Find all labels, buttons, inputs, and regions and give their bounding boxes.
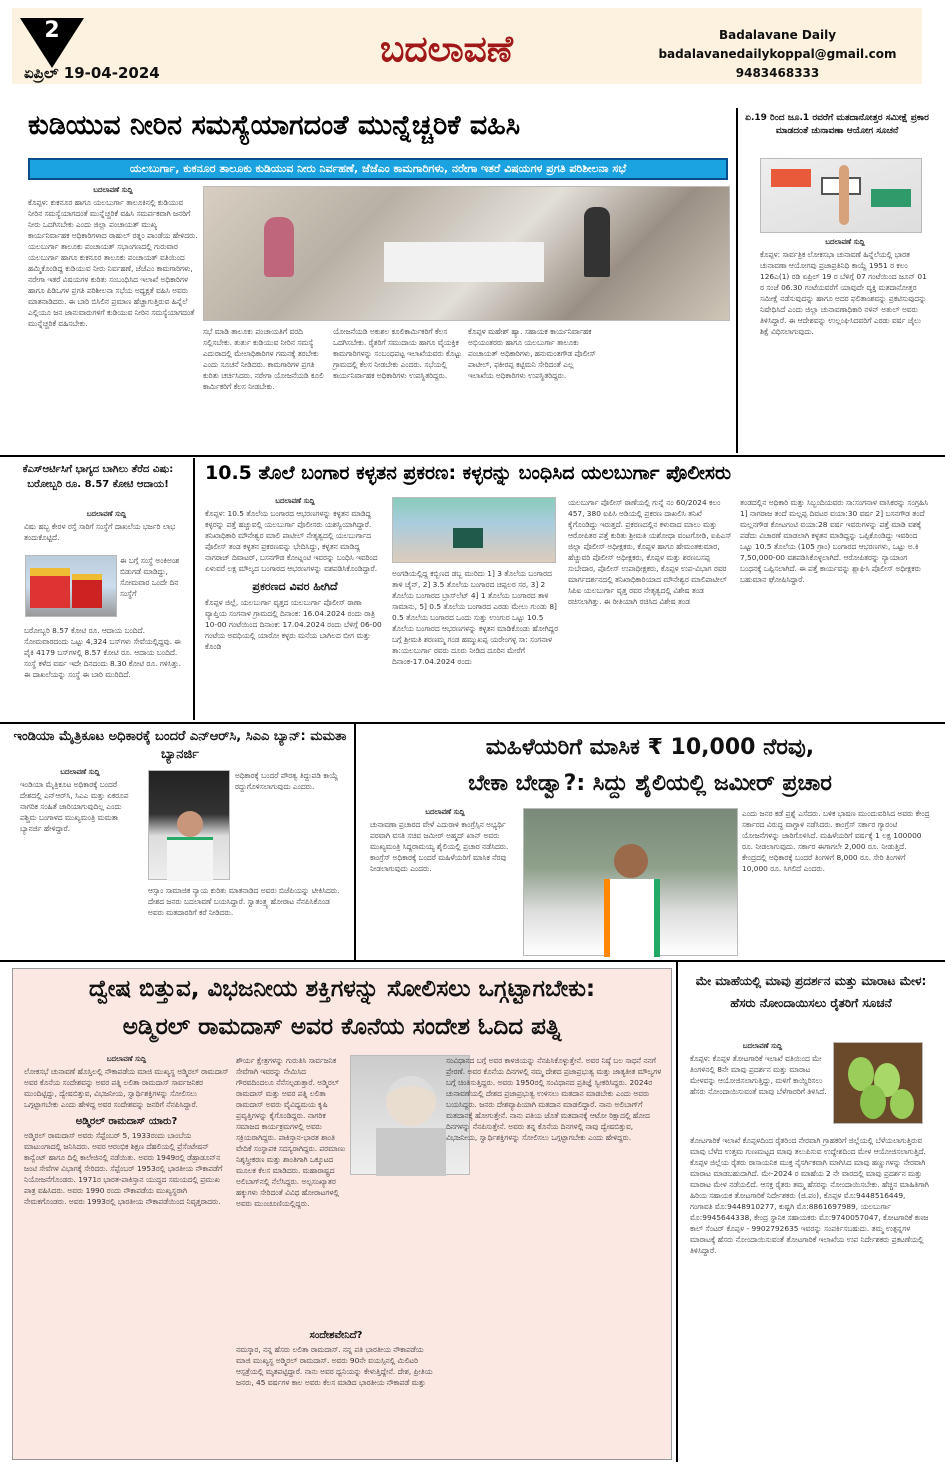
- story-zameer-col1: ಬದಲಾವಣೆ ಸುದ್ದಿ ಚುನಾವಣಾ ಪ್ರಚಾರದ ವೇಳೆ ಎದುರಾಳಿ ಕಾಂಗ್ರೆಸ್ಸಿನ ಅಭ್ಯರ್ಥಿ ಪರವಾಗಿ ವಸತಿ ಸಚಿವ ಜಮೀರ್ ಅಹ್ಮದ್ ಖಾನ್ ಅವರು ಮುಖ್ಯಮಂತ್ರಿ ಸಿದ್ದರಾಮಯ್ಯ ಶೈಲಿಯಲ್ಲಿ ಪ್ರಚಾರ ನಡೆಸಿದರು. ಕಾಂಗ್ರೆಸ್ ಅಧಿಕಾರಕ್ಕೆ ಬಂದರೆ ಮಹಿಳೆಯರಿಗೆ ಮಾಸಿಕ ನೆರವು ನೀಡಲಾಗುವುದು ಎಂದರು.: [370, 808, 509, 873]
- story-water-col1: ಬದಲಾವಣೆ ಸುದ್ದಿ ಕೊಪ್ಪಳ: ಕುಕನೂರ ಹಾಗೂ ಯಲಬುರ್ಗಾ ತಾಲೂಕಿನಲ್ಲಿ ಕುಡಿಯುವ ನೀರಿನ ಸಮಸ್ಯೆಯಾಗದಂತೆ ಮುನ್ನೆಚ್ಚರಿಕೆ ವಹಿಸಿ ಸಮರ್ಪಕವಾಗಿ ಜನರಿಗೆ ನೀರು ಒದಗಿಸಬೇಕು ಎಂದು ಜಿಲ್ಲಾ ಪಂಚಾಯತ್ ಮುಖ್ಯ ಕಾರ್ಯನಿರ್ವಾಹಕ ಅಧಿಕಾರಿಗಳಾದ ರಾಹುಲ್ ರತ್ನಂ ಪಾಂಡೆಯ ಹೇಳಿದರು. ಯಲಬುರ್ಗಾ ತಾಲೂಕು ಪಂಚಾಯತ್ ಸಭಾಂಗಣದಲ್ಲಿ ಗುರುವಾರ ಯಲಬುರ್ಗಾ ಹಾಗೂ ಕುಕನೂರ ತಾಲೂಕು ಪಂಚಾಯತ್ ವತಿಯಿಂದ ಹಮ್ಮಿಕೊಂಡಿದ್ದ ಕುಡಿಯುವ ನೀರು ನಿರ್ವಹಣೆ, ಜೆಜೆಎಂ ಕಾಮಗಾರಿಗಳು, ನರೇಗಾ ಇತರೆ ವಿಷಯಗಳ ಕುರಿತು ಸಂಬಂಧಿಸಿದ ಇಲಾಖೆ ಅಧಿಕಾರಿಗಳ ಹಾಗೂ ಪಿಡಿಒಗಳ ಪ್ರಗತಿ ಪರಿಶೀಲನಾ ಸಭೆಯ ಅಧ್ಯಕ್ಷತೆ ವಹಿಸಿ ಅವರು ಮಾತನಾಡಿದರು. ಈ ಬಾರಿ ಬಿಸಿಲಿನ ಪ್ರಮಾಣ ಹೆಚ್ಚಾಗುತ್ತಿರುವ ಹಿನ್ನೆಲೆ ಎಲ್ಲಿಯೂ ಜನ ಜಾನುವಾರುಗಳಿಗೆ ಕುಡಿಯುವ ನೀರಿನ ಸಮಸ್ಯೆಯಾಗದಂತೆ ಮುನ್ನೆಚ್ಚರಿಕೆ ವಹಿಸಬೇಕು.: [28, 186, 198, 328]
- story-ramdas-col2: ಸಂದೇಶವೇನಿದೆ? ನಮಸ್ಕಾರ, ನನ್ನ ಹೆಸರು ಲಲಿತಾ ರಾಮದಾಸ್. ನನ್ನ ಪತಿ ಭಾರತೀಯ ನೌಕಾಪಡೆಯ ಮಾಜಿ ಮುಖ್ಯಸ್ಥ ಅಡ್ಮಿರಲ್ ರಾಮದಾಸ್. ಅವರು 90ನೇ ವಯಸ್ಸಿನಲ್ಲಿ ಮಿಲಿಟರಿ ಆಸ್ಪತ್ರೆಯಲ್ಲಿ ಮೃತಪಟ್ಟಿದ್ದಾರೆ. ನಾನು ಅವರ ಧ್ವನಿಯನ್ನು ಕೇಳುತ್ತಿದ್ದೇನೆ. ದೇಶ, ಪ್ರೀತಿಯ ಜನರು, 45 ವರ್ಷಗಳ ಕಾಲ ಅವರು ಕೆಲಸ ಮಾಡಿದ ಭಾರತೀಯ ನೌಕಾಪಡೆ ಮತ್ತು: [236, 1180, 436, 1460]
- face-shape: [614, 844, 648, 878]
- mango-shape: [860, 1085, 886, 1119]
- column-divider: [193, 458, 195, 720]
- phone: 9483468333: [735, 66, 820, 80]
- story-zameer-col2: ಎಂದು ಜನರ ಕಡೆ ಪ್ರಶ್ನೆ ಎಸೆದರು. ಬಳಿಕ ಭಾಷಣ ಮುಂದುವರಿಸಿದ ಅವರು ಕೇಂದ್ರ ಸರ್ಕಾರದ ವಿರುದ್ಧ ವಾಗ್ದಾಳಿ ನಡೆಸಿದರು. ಕಾಂಗ್ರೆಸ್ ಸರ್ಕಾರ ಗ್ಯಾರಂಟಿ ಯೋಜನೆಗಳನ್ನು ಜಾರಿಗೊಳಿಸಿದೆ. ಮಹಿಳೆಯರಿಗೆ ವರ್ಷಕ್ಕೆ 1 ಲಕ್ಷ 100000 ರೂ. ನೀಡಲಾಗುವುದು. ಸರ್ಕಾರ ಈಗಾಗಲೇ 2,000 ರೂ. ನೀಡುತ್ತಿದೆ. ಕೇಂದ್ರದಲ್ಲಿ ಅಧಿಕಾರಕ್ಕೆ ಬಂದರೆ ತಿಂಗಳಿಗೆ 8,000 ರೂ. ಸೇರಿ ತಿಂಗಳಿಗೆ 10,000 ರೂ. ಸಿಗಲಿದೆ ಎಂದರು.: [742, 809, 930, 873]
- column-divider: [354, 724, 356, 960]
- headline-water: ಕುಡಿಯುವ ನೀರಿನ ಸಮಸ್ಯೆಯಾಗದಂತೆ ಮುನ್ನೆಚ್ಚರಿಕೆ ವಹಿಸಿ: [28, 110, 521, 141]
- story-water-col3: ಯೋಜನೆಯಡಿ ಅಕುಶಲ ಕೂಲಿಕಾರ್ಮಿಕರಿಗೆ ಕೆಲಸ ಒದಗಿಸಬೇಕು. ರೈತರಿಗೆ ಸಮುದಾಯ ಹಾಗೂ ವೈಯಕ್ತಿಕ ಕಾಮಗಾರಿಗಳನ್ನು ಸಂಬಂಧಪಟ್ಟ ಇಲಾಖೆಯವರು ಕೊಟ್ಟು ಗ್ರಾಮದಲ್ಲಿ ಕೆಲಸ ನೀಡಬೇಕು ಎಂದರು. ಸಭೆಯಲ್ಲಿ ಕಾರ್ಯನಿರ್ವಾಹಕ ಅಧಿಕಾರಿಗಳು ಉಪಸ್ಥಿತರಿದ್ದರು.: [333, 327, 462, 380]
- headline-mamata: ಇಂಡಿಯಾ ಮೈತ್ರಿಕೂಟ ಅಧಿಕಾರಕ್ಕೆ ಬಂದರೆ ಎನ್‌ಆರ್‌ಸಿ, ಸಿಎಎ ಬ್ಯಾನ್: ಮಮತಾ ಬ್ಯಾನರ್ಜಿ: [13, 729, 347, 762]
- story-ksrtc-side: ಈ ಬಗ್ಗೆ ಸಂಸ್ಥೆ ಅಂಕಿಅಂಶ ಬಿಡುಗಡೆ ಮಾಡಿದ್ದು, ಸೋಮವಾರ ಒಂದೇ ದಿನ ಸಂಸ್ಥೆಗೆ: [120, 556, 180, 598]
- story-ksrtc: ಬದಲಾವಣೆ ಸುದ್ದಿ ವಿಷು ಹಬ್ಬ ಕೇರಳ ರಸ್ತೆ ಸಾರಿಗೆ ಸಂಸ್ಥೆಗೆ ದಾಖಲೆಯ ಭರ್ಜರಿ ಲಾಭ ತಂದುಕೊಟ್ಟಿದೆ.: [24, 510, 176, 542]
- headline-zameer: ಮಹಿಳೆಯರಿಗೆ ಮಾಸಿಕ ₹ 10,000 ನೆರವು, ಬೇಕಾ ಬೇಡ್ವಾ?: ಸಿದ್ದು ಶೈಲಿಯಲ್ಲಿ ಜಮೀರ್ ಪ್ರಚಾರ: [468, 735, 832, 796]
- story-mamata-col1: ಬದಲಾವಣೆ ಸುದ್ದಿ ಇಂಡಿಯಾ ಮೈತ್ರಿಕೂಟ ಅಧಿಕಾರಕ್ಕೆ ಬಂದರೆ ದೇಶದಲ್ಲಿ ಎನ್‌ಆರ್‌ಸಿ, ಸಿಎಎ ಮತ್ತು ಏಕರೂಪ ನಾಗರಿಕ ಸಂಹಿತೆ ಜಾರಿಯಾಗುವುದಿಲ್ಲ ಎಂದು ಪಶ್ಚಿಮ ಬಂಗಾಳದ ಮುಖ್ಯಮಂತ್ರಿ ಮಮತಾ ಬ್ಯಾನರ್ಜಿ ಹೇಳಿದ್ದಾರೆ.: [20, 768, 129, 833]
- section-divider: [0, 960, 945, 962]
- page-number: 2: [44, 18, 60, 43]
- photo-table: [384, 242, 544, 282]
- column-divider: [736, 108, 738, 453]
- photo-figure: [584, 207, 610, 277]
- story-gold-col3: ಯಲಬುರ್ಗಾ ಪೊಲೀಸ್ ಠಾಣೆಯಲ್ಲಿ ಗುನ್ನೆ ನಂ 60/2024 ಕಲಂ 457, 380 ಐಪಿಸಿ ಅಡಿಯಲ್ಲಿ ಪ್ರಕರಣ ದಾಖಲಿಸಿ ತನಿಖೆ ಕೈಗೊಂಡಿದ್ದು ಇರುತ್ತದೆ. ಪ್ರಕರಣದಲ್ಲಿನ ಕಳುವಾದ ಮಾಲು ಮತ್ತು ಆರೋಪಿತರ ಪತ್ತೆ ಕುರಿತು ಶ್ರೀಮತಿ ಯಶೋಧಾ ವಂಟಗೋಡಿ, ಐಪಿಎಸ್ ಜಿಲ್ಲಾ ಪೊಲೀಸ್ ಅಧೀಕ್ಷಕರು, ಕೊಪ್ಪಳ ಹಾಗೂ ಹೇಮಂತಕುಮಾರ, ಹೆಚ್ಚುವರಿ ಪೊಲೀಸ್ ಅಧೀಕ್ಷಕರು, ಕೊಪ್ಪಳ ಮತ್ತು ಶರಣಬಸಪ್ಪ ಸುಬೇದಾರ, ಪೊಲೀಸ್ ಉಪಾಧೀಕ್ಷಕರು, ಕೊಪ್ಪಳ ಉಪ-ವಿಭಾಗ ರವರ ಮಾರ್ಗದರ್ಶನದಲ್ಲಿ ತನಿಖಾಧಿಕಾರಿಯಾದ ಮೌನೇಶ್ವರ ಮಾಲಿಪಾಟೀಲ್ ಸಿಪಿಐ ಯಲಬುರ್ಗಾ ವೃತ್ತ ರವರ ನೇತೃತ್ವದಲ್ಲಿ ವಿಶೇಷ ತಂಡ ರಚಿಸಲಾಗಿತ್ತು. ಈ ರೀತಿಯಾಗಿ ರಚಿಸಿದ ವಿಶೇಷ ತಂಡ: [568, 498, 732, 606]
- headline-exit-poll: ಏ.19 ರಿಂದ ಜೂ.1 ರವರೆಗೆ ಮತದಾನೋತ್ತರ ಸಮೀಕ್ಷೆ ಪ್ರಕಾರ ಮಾಡದಂತೆ ಚುನಾವಣಾ ಆಯೋಗ ಸೂಚನೆ: [745, 113, 929, 136]
- mango-shape: [890, 1089, 914, 1119]
- story-ramdas-col2-top: ಶೌರ್ಯ ಕ್ಷೇತ್ರಗಳನ್ನು ಗುರುತಿಸಿ ಸಾರ್ವಜನಿಕ ಸೇವೆಗಾಗಿ ಇವರನ್ನು ನೇಮಿಸಿದ ಗೌರವದಿಂದಲೂ ನೆನೆಸಲ್ಪಡುತ್ತಾರೆ. ಅಡ್ಮಿರಲ್ ರಾಮದಾಸ್ ಮತ್ತು ಅವರ ಪತ್ನಿ ಲಲಿತಾ ರಾಮದಾಸ್ ಅವರು ವೈವಿಧ್ಯಮಯ ಕೃಷಿ ಪ್ರವೃತ್ತಿಗಳನ್ನು ಕೈಗೊಂಡಿದ್ದರು. ನಾಗರಿಕ ಸಮಾಜದ ಕಾರ್ಯಕ್ರಮಗಳಲ್ಲಿ ಅವರು ಸಕ್ರಿಯರಾಗಿದ್ದರು. ಪಾಕಿಸ್ತಾನ-ಭಾರತ ಶಾಂತಿ ವೇದಿಕೆ ಸಂಸ್ಥಾಪಕ ಸದಸ್ಯರಾಗಿದ್ದರು. ಪರಮಾಣು ನಿಶ್ಶಸ್ತ್ರೀಕರಣ ಮತ್ತು ಶಾಂತಿಗಾಗಿ ಒಕ್ಕೂಟದ ಮೂಲಕ ಕೆಲಸ ಮಾಡಿದರು. ಮಹಾರಾಷ್ಟ್ರದ ಅಲಿಬಾಗ್‌ನಲ್ಲಿ ನೆಲೆಸಿದ್ದರು. ಅಲ್ಪಸಂಖ್ಯಾತರ ಹಕ್ಕುಗಳು ಸೇರಿದಂತೆ ವಿವಿಧ ಹೋರಾಟಗಳಲ್ಲಿ ಅವರು ಮುಂಚೂಣಿಯಲ್ಲಿದ್ದರು.: [236, 1056, 346, 1208]
- face-shape: [177, 811, 203, 837]
- story-mango-intro: ಬದಲಾವಣೆ ಸುದ್ದಿ ಕೊಪ್ಪಳ: ಕೊಪ್ಪಳ ತೋಟಗಾರಿಕೆ ಇಲಾಖೆ ವತಿಯಿಂದ ಮೇ ತಿಂಗಳಿನಲ್ಲಿ 8ನೇ ಮಾವು ಪ್ರದರ್ಶನ ಮತ್ತು ಮಾರಾಟ ಮೇಳವನ್ನು ಆಯೋಜಿಸಲಾಗುತ್ತಿದ್ದು, ಮಳಿಗೆ ಕಾಯ್ದಿರಿಸಲು ಹೆಸರು ನೋಂದಾಯಿಸುವಂತೆ ಮಾವು ಬೆಳೆಗಾರರಿಗೆ ತಿಳಿಸಿದೆ.: [690, 1042, 827, 1096]
- headline-gold-theft: 10.5 ತೊಲೆ ಬಂಗಾರ ಕಳ್ಳತನ ಪ್ರಕರಣ: ಕಳ್ಳರನ್ನು ಬಂಧಿಸಿದ ಯಲಬುರ್ಗಾ ಪೊಲೀಸರು: [205, 462, 732, 484]
- saree-shape: [167, 837, 213, 881]
- shirt-shape: [604, 879, 660, 957]
- subhead-water: ಯಲಬುರ್ಗಾ, ಕುಕನೂರ ತಾಲೂಕು ಕುಡಿಯುವ ನೀರು ನಿರ್ವಹಣೆ, ಜೆಜೆಎಂ ಕಾಮಗಾರಿಗಳು, ನರೇಗಾ ಇತರೆ ವಿಷಯಗಳ ಪ್ರಗತಿ ಪರಿಶೀಲನಾ ಸಭೆ: [28, 158, 728, 180]
- story-mamata-col2: ಅಧಿಕಾರಕ್ಕೆ ಬಂದರೆ ಪೌರತ್ವ ತಿದ್ದುಪಡಿ ಕಾಯ್ದೆ ರದ್ದುಗೊಳಿಸಲಾಗುವುದು ಎಂದರು.: [235, 771, 339, 791]
- paper-name: Badalavane Daily: [718, 28, 837, 42]
- story-gold-col1: ಬದಲಾವಣೆ ಸುದ್ದಿ ಕೊಪ್ಪಳ: 10.5 ತೊಲೆಯ ಬಂಗಾರದ ಆಭರಣಗಳನ್ನು ಕಳ್ಳತನ ಮಾಡಿದ್ದ ಕಳ್ಳರನ್ನು ಪತ್ತೆ ಹಚ್ಚುವಲ್ಲಿ ಯಲಬುರ್ಗಾ ಪೊಲೀಸರು ಯಶಸ್ವಿಯಾಗಿದ್ದಾರೆ. ತನಿಖಾಧಿಕಾರಿ ಮೌನೇಶ್ವರ ಮಾಲಿ ಪಾಟೀಲ್ ನೇತೃತ್ವದಲ್ಲಿ ಯಲಬುರ್ಗಾದ ಪೊಲೀಸ್ ತಂಡ ಕಳ್ಳತನ ಪ್ರಕರಣವನ್ನು ಭೇದಿಸಿದ್ದು, ಕಳ್ಳತನ ಮಾಡಿದ್ದ ನಾಗರಾಜ್ ದಿವಾಟರ್, ಬಸನಗೌಡ ಕೋಟ್ನಂಟಿ ಇವರನ್ನು ಬಂಧಿಸಿ ಇವರಿಂದ ಏಳುವರೆ ಲಕ್ಷ ಮೌಲ್ಯದ ಬಂಗಾರದ ಆಭರಣಗಳನ್ನು ವಶಪಡಿಸಿಕೊಂಡಿದ್ದಾರೆ. ಪ್ರಕರಣದ ವಿವರ ಹೀಗಿದೆ ಕೊಪ್ಪಳ ಜಿಲ್ಲೆ, ಯಲಬುರ್ಗಾ ವೃತ್ತದ ಯಲಬುರ್ಗಾ ಪೊಲೀಸ್ ಠಾಣಾ ವ್ಯಾಪ್ತಿಯ ಸಂಗನಾಳ ಗ್ರಾಮದಲ್ಲಿ ದಿನಾಂಕ: 16.04.2024 ರಂದು ರಾತ್ರಿ 10-00 ಗಂಟೆಯಿಂದ ದಿನಾಂಕ: 17.04.2024 ರಂದು ಬೆಳಿಗ್ಗೆ 06-00 ಗಂಟೆಯ ಅವಧಿಯಲ್ಲಿ ಯಾರೋ ಕಳ್ಳರು ಮನೆಯ ಬಾಗಿಲದ ಬೀಗ ಮತ್ತು ಕೊಂಡಿ: [205, 497, 385, 717]
- story-ramdas-col3: ಸಂವಿಧಾನದ ಬಗ್ಗೆ ಅವರ ಕಾಳಜಿಯನ್ನು ನೆನಪಿಸಿಕೊಳ್ಳುತ್ತೇನೆ. ಅವರ ನಿಷ್ಠೆ ಬಲ ಸಾಧನೆ ನನಗೆ ಪ್ರೇರಣೆ. ಅವರ ಕೊನೆಯ ದಿನಗಳಲ್ಲಿ ನಮ್ಮ ದೇಶದ ಪ್ರಜಾಪ್ರಭುತ್ವ ಮತ್ತು ಜಾತ್ಯತೀತ ಮೌಲ್ಯಗಳ ಬಗ್ಗೆ ಚಿಂತಿಸುತ್ತಿದ್ದರು. ಅವರು 1950ರಲ್ಲಿ ಸಂವಿಧಾನದ ಪ್ರತಿಜ್ಞೆ ಸ್ವೀಕರಿಸಿದ್ದರು. 2024ರ ಚುನಾವಣೆಯಲ್ಲಿ ದೇಶದ ಪ್ರಜಾಪ್ರಭುತ್ವ ಉಳಿಸಲು ಮತದಾನ ಮಾಡಬೇಕು ಎಂದು ಅವರು ಬಯಸಿದ್ದರು. ಜನರು ದೇಶವ್ಯಾಪಿಯಾಗಿ ಮತದಾನ ಮಾಡಲಿದ್ದಾರೆ. ನಾನು ಅಲಿಬಾಗ್‌ಗೆ ಮತದಾನಕ್ಕೆ ಹೋಗುತ್ತೇನೆ. ನಾನು ಪತಿಯ ಜೊತೆ ಮತದಾನಕ್ಕೆ ಆಟೋ ರಿಕ್ಷಾದಲ್ಲಿ ಹೋದ ದಿನಗಳನ್ನು ನೆನಪಿಸುತ್ತೇನೆ. ಅವರು ತನ್ನ ಕೊನೆಯ ದಿನಗಳಲ್ಲಿ ನಾವು ದ್ವೇಷಬಿತ್ತುವ, ವಿಭಜನೀಯ, ಸ್ವಾರ್ಥಿಶಕ್ತಿಗಳನ್ನು ಸೋಲಿಸಲು ಒಗ್ಗಟ್ಟಾಗಬೇಕು ಎಂದು ಹೇಳಿದ್ದರು.: [446, 1056, 662, 1142]
- column-divider: [676, 962, 678, 1462]
- finger-shape: [839, 165, 849, 225]
- story-ksrtc-body: ಬರೋಬ್ಬರಿ 8.57 ಕೋಟಿ ರೂ. ಆದಾಯ ಬಂದಿದೆ. ಸೋಮವಾರದಂದು ಒಟ್ಟು 4,324 ಬಸ್‌ಗಳು ಸೇವೆಯಲ್ಲಿದ್ದವು. ಈ ಪೈಕಿ 4179 ಬಸ್‌ಗಳಲ್ಲಿ 8.57 ಕೋಟಿ ರೂ. ಆದಾಯ ಬಂದಿದೆ. ಸಂಸ್ಥೆ ಕಳೆದ ವರ್ಷ ಇದೇ ದಿನದಂದು 8.30 ಕೋಟಿ ರೂ. ಗಳಿಸಿತ್ತು. ಈ ದಾಖಲೆಯನ್ನು ಸಂಸ್ಥೆ ಈ ಬಾರಿ ಮುರಿದಿದೆ.: [24, 626, 181, 679]
- headline-ramdas: ದ್ವೇಷ ಬಿತ್ತುವ, ವಿಭಜನೀಯ ಶಕ್ತಿಗಳನ್ನು ಸೋಲಿಸಲು ಒಗ್ಗಟ್ಟಾಗಬೇಕು: ಅಡ್ಮಿರಲ್ ರಾಮದಾಸ್ ಅವರ ಕೊನೆಯ ಸಂದೇಶ ಓದಿದ ಪತ್ನಿ: [88, 976, 596, 1040]
- story-water-col4: ಕೊಪ್ಪಳ ಮಹೇಶ್ ಹ್ಯಾ. ಸಹಾಯಕ ಕಾರ್ಯನಿರ್ವಾಹಕ ಅಭಿಯಂತರರು ಹಾಗೂ ಯಲಬುರ್ಗಾ ತಾಲೂಕು ಪಂಚಾಯತ್ ಅಧಿಕಾರಿಗಳು, ಹನುಮಂತಗೌಡ ಪೊಲೀಸ್ ಪಾಟೀಲ್, ಫಕೀರಪ್ಪ ಕಟ್ಟಿಮನಿ ಸೇರಿದಂತೆ ಎಲ್ಲ ಇಲಾಖೆಯ ಅಧಿಕಾರಿಗಳು ಉಪಸ್ಥಿತರಿದ್ದರು.: [468, 327, 596, 380]
- zameer-photo: [523, 808, 738, 956]
- story-water-col2: ಸಭೆ ಮಾಡಿ ತಾಲೂಕು ಪಂಚಾಯತಿಗೆ ವರದಿ ಸಲ್ಲಿಸಬೇಕು. ತುರ್ತು ಕುಡಿಯುವ ನೀರಿನ ಸಮಸ್ಯೆ ಎದುರಾದಲ್ಲಿ ಮೇಲಾಧಿಕಾರಿಗಳ ಗಮನಕ್ಕೆ ತರಬೇಕು ಎಂದು ಸೂಚನೆ ನೀಡಿದರು. ಕಾಮಗಾರಿಗಳ ಪ್ರಗತಿ ಕುರಿತು ಚರ್ಚಿಸಿದರು. ನರೇಗಾ ಯೋಜನೆಯಡಿ ಕೂಲಿ ಕಾರ್ಮಿಕರಿಗೆ ಕೆಲಸ ನೀಡಬೇಕು.: [203, 327, 324, 391]
- photo-figure: [264, 217, 294, 277]
- face-shape: [386, 1076, 436, 1126]
- newspaper-logo: ಬದಲಾವಣೆ: [380, 28, 513, 70]
- voting-photo: [760, 158, 922, 233]
- story-gold-col2: ಅಂಗಡಿಯಲ್ಲಿದ್ದ ಕಬ್ಬಿಣದ ಡಬ್ಬ ಮುರಿದು 1] 3 ತೊಲೆಯ ಬಂಗಾರದ ತಾಳಿ ಚೈನ್, 2] 3.5 ತೊಲೆಯ ಬಂಗಾರದ ಚಪ್ಪಲರ ಸರ, 3] 2 ತೊಲೆಯ ಬಂಗಾರದ ಬ್ರಾಸ್‌ಲೆಟ್ 4] 1 ತೊಲೆಯ ಬಂಗಾರದ ತಾಳಿ ಸಾಮಾನು, 5] 0.5 ತೊಲೆಯ ಬಂಗಾರದ ಎರಡು ಮೇಲು ಗುಂಡು 8] 0.5 ತೊಲೆಯ ಬಂಗಾರದ ಒಂದು ಸುತ್ತು ಉಂಗುರ ಒಟ್ಟು 10.5 ತೊಲೆಯ ಬಂಗಾರದ ಆಭರಣಗಳನ್ನು ಕಳ್ಳತನ ಮಾಡಿಕೊಂಡು ಹೋಗಿದ್ದರ ಬಗ್ಗೆ ಶ್ರೀಮತಿ ಶರಣಮ್ಮ ಗಂಡ ಹಮ್ಮುಖಪ್ಪ ಯರೇಂಗಳ್ಳ ಸಾ: ಸಂಗನಾಳ ತಾ:ಯಲಬುರ್ಗಾ ರವರು ದೂರು ನೀಡಿದ ದೂರಿನ ಮೇರೆಗೆ ದಿನಾಂಕ-17.04.2024 ರಂದು: [392, 569, 559, 666]
- bus-shape: [30, 568, 70, 608]
- meeting-photo: [203, 186, 730, 321]
- contact-block: [650, 26, 905, 83]
- subheading: ಅಡ್ಮಿರಲ್ ರಾಮದಾಸ್ ಯಾರು?: [75, 1116, 178, 1127]
- subheading: ಸಂದೇಶವೇನಿದೆ?: [309, 1330, 363, 1341]
- section-divider: [0, 722, 945, 724]
- story-mamata-col3: ಆಸ್ಸಾಂ ಸಾಮಾಜಿಕ ನ್ಯಾಯ ಕುರಿತು ಮಾತನಾಡಿದ ಅವರು ಬಿಜೆಪಿಯನ್ನು ಟೀಕಿಸಿದರು. ದೇಶದ ಜನರು ಬದಲಾವಣೆ ಬಯಸಿದ್ದಾರೆ. ಸ್ವಾತಂತ್ರ್ಯ ಹೋರಾಟ ನೆನಪಿಸಿಕೊಂಡ ಅವರು ಮತದಾರರಿಗೆ ಕರೆ ನೀಡಿದರು.: [148, 886, 340, 917]
- story-mango-body: ತೋಟಗಾರಿಕೆ ಇಲಾಖೆ ಕೊಪ್ಪಳದಿಂದ ರೈತರಿಂದ ನೇರವಾಗಿ ಗ್ರಾಹಕರಿಗೆ ಜಿಲ್ಲೆಯಲ್ಲಿ ಬೆಳೆಯಲಾಗುತ್ತಿರುವ ಮಾವು ಬೆಳೆದ ಉತ್ತಮ ಗುಣಮಟ್ಟದ ಮಾವು ತಲುಪಿಸುವ ಉದ್ದೇಶದಿಂದ ಮೇಳ ಆಯೋಜಿಸಲಾಗುತ್ತಿದೆ. ಕೊಪ್ಪಳ ಜಿಲ್ಲೆಯ ರೈತರು ರಾಸಾಯನಿಕ ಮುಕ್ತ ನೈಸರ್ಗಿಕವಾಗಿ ಮಾಗಿಸಿದ ಮಾವು ಹಣ್ಣುಗಳನ್ನು ನೇರವಾಗಿ ಮಾರಾಟ ಮಾಡಬಹುದಾಗಿದೆ. ಮೇ-2024 ರ ಮಾಹೆಯ 2 ನೇ ವಾರದಲ್ಲಿ ಮಾವು ಪ್ರದರ್ಶನ ಮತ್ತು ಮಾರಾಟ ಮೇಳ ನಡೆಯಲಿದೆ. ಆಸಕ್ತ ರೈತರು ತಮ್ಮ ಹೆಸರನ್ನು ನೋಂದಾಯಿಸಬೇಕು. ಹೆಚ್ಚಿನ ಮಾಹಿತಿಗಾಗಿ ಹಿರಿಯ ಸಹಾಯಕ ತೋಟಗಾರಿಕೆ ನಿರ್ದೇಶಕರು (ಜಿ.ಪಂ), ಕೊಪ್ಪಳ ಮೊ:9448516449, ಗಂಗಾವತಿ ಮೊ:9448910277, ಕುಷ್ಟಗಿ ಮೊ:8861697989, ಯಲಬುರ್ಗಾ ಮೊ:9945644338, ಕೇಂದ್ರ ಸ್ಥಾನಿಕ ಸಹಾಯಕರು ಮೊ:9740057047, ಕೋಟಗಾರಿಕೆ ಕಣಜ ಕಾಲ್ ಸೆಂಟರ್ ಕೊಪ್ಪಳ - 9902792635 ಇವರನ್ನು ಸಂಪರ್ಕಿಸಬಹುದು. ತಮ್ಮ ಉತ್ಪನ್ನಗಳ ಮಾರಾಟಕ್ಕೆ ಹೆಸರು ನೋಂದಾಯಿಸುವಂತೆ ತೋಟಗಾರಿಕೆ ಇಲಾಖೆಯ ಉಪ ನಿರ್ದೇಶಕರು ಪ್ರಕಟಣೆಯಲ್ಲಿ ತಿಳಿಸಿದ್ದಾರೆ.: [690, 1136, 929, 1255]
- mango-photo: [833, 1042, 923, 1124]
- photo-shape: [871, 189, 911, 207]
- bus-shape: [72, 574, 102, 608]
- bus-photo: [25, 555, 117, 617]
- subheading: ಪ್ರಕರಣದ ವಿವರ ಹೀಗಿದೆ: [252, 580, 338, 593]
- issue-date: ಏಪ್ರಿಲ್ 19-04-2024: [24, 64, 160, 82]
- police-photo: [392, 497, 556, 563]
- mamata-photo: [148, 770, 230, 880]
- photo-shape: [453, 528, 483, 548]
- photo-shape: [771, 169, 811, 187]
- section-divider: [0, 455, 945, 457]
- story-exit-poll: ಬದಲಾವಣೆ ಸುದ್ದಿ ಕೊಪ್ಪಳ: ಸಾರ್ವತ್ರಿಕ ಲೋಕಸಭಾ ಚುನಾವಣೆ ಹಿನ್ನೆಲೆಯಲ್ಲಿ ಭಾರತ ಚುನಾವಣಾ ಆಯೋಗವು ಪ್ರಜಾಪ್ರತಿನಿಧಿ ಕಾಯ್ದೆ 1951 ರ ಕಲಂ 126ಎ(1) ರಡಿ ಏಪ್ರಿಲ್ 19 ರ ಬೆಳಿಗ್ಗೆ 07 ಗಂಟೆಯಿಂದ ಜೂನ್ 01 ರ ಸಂಜೆ 06.30 ಗಂಟೆಯವರೆಗೆ ಯಾವುದೇ ವ್ಯಕ್ತಿ ಮತದಾನೋತ್ತರ ಸಮೀಕ್ಷೆ ನಡೆಸುವುದನ್ನು ಹಾಗೂ ಅದರ ಫಲಿತಾಂಶವನ್ನು ಪ್ರಕಟಿಸುವುದನ್ನು ನಿಷೇಧಿಸಿದೆ ಎಂದು ಜಿಲ್ಲಾ ಚುನಾವಣಾಧಿಕಾರಿ ನಳಿನ್ ಅತುಲ್ ಅವರು ತಿಳಿಸಿದ್ದಾರೆ. ಈ ಆದೇಶವನ್ನು ಉಲ್ಲಂಘಿಸಿದವರಿಗೆ ಎರಡು ವರ್ಷ ಜೈಲು ಶಿಕ್ಷೆ ವಿಧಿಸಲಾಗುವುದು.: [760, 238, 927, 336]
- story-ramdas-col1: ಬದಲಾವಣೆ ಸುದ್ದಿ ಲೋಕಸಭೆ ಚುನಾವಣೆ ಹೊಸ್ತಿಲಲ್ಲಿ ನೌಕಾಪಡೆಯ ಮಾಜಿ ಮುಖ್ಯಸ್ಥ ಅಡ್ಮಿರಲ್ ರಾಮದಾಸ್ ಅವರ ಕೊನೆಯ ಸಂದೇಶವನ್ನು ಅವರ ಪತ್ನಿ ಲಲಿತಾ ರಾಮದಾಸ್ ಸಾರ್ವಜನಿಕರ ಮುಂದಿಟ್ಟಿದ್ದು, ದ್ವೇಷಬಿತ್ತುವ, ವಿಭಜನೀಯ, ಸ್ವಾರ್ಥಿಶಕ್ತಿಗಳನ್ನು ಸೋಲಿಸಲು ಒಗ್ಗಟ್ಟಾಗಬೇಕು ಎಂದು ಹೇಳಿದ್ದ ಅವರ ಸಂದೇಶವನ್ನು ಜನರಿಗೆ ನೆನಪಿಸಿದ್ದಾರೆ. ಅಡ್ಮಿರಲ್ ರಾಮದಾಸ್ ಯಾರು? ಅಡ್ಮಿರಲ್ ರಾಮದಾಸ್ ಅವರು ಸೆಪ್ಟೆಂಬರ್ 5, 1933ರಂದು ಬಾಂಬೆಯ ಮಾಟುಂಗಾದಲ್ಲಿ ಜನಿಸಿದರು. ಅವರ ಆರಂಭಿಕ ಶಿಕ್ಷಣ ದೆಹಲಿಯಲ್ಲಿ ಪ್ರೆಸೆಂಟೇಷನ್ ಕಾನ್ವೆಂಟ್ ಹಾಗೂ ದಿಲ್ಲಿ ಕಾಲೇಜಿನಲ್ಲಿ ನಡೆಯಿತು. ಅವರು 1949ರಲ್ಲಿ ಡೆಹ್ರಾಡೂನ್‌ನ ಜಂಟಿ ಸೇವೆಗಳ ವಿಭಾಗಕ್ಕೆ ಸೇರಿದರು. ಸೆಪ್ಟೆಂಬರ್ 1953ರಲ್ಲಿ ಭಾರತೀಯ ನೌಕಾಪಡೆಗೆ ನಿಯೋಜನೆಗೊಂಡರು. 1971ರ ಭಾರತ-ಪಾಕಿಸ್ತಾನ ಯುದ್ಧದ ಸಮಯದಲ್ಲಿ ಪ್ರಮುಖ ಪಾತ್ರ ವಹಿಸಿದರು. ಅವರು 1990 ರಂದು ನೌಕಾಪಡೆಯ ಮುಖ್ಯಸ್ಥರಾಗಿ ನೇಮಕಗೊಂಡರು. ಅವರು 1993ರಲ್ಲಿ ಭಾರತೀಯ ನೌಕಾಪಡೆಯಿಂದ ನಿವೃತ್ತರಾದರು.: [24, 1055, 229, 1206]
- story-gold-col4: ತಂಡದಲ್ಲಿನ ಅಧಿಕಾರಿ ಮತ್ತು ಸಿಬ್ಬಂದಿಯವರು ಸಾ:ಸಂಗನಾಳ ವಾಸಿಕರನ್ನು ಸಂಗ್ರಹಿಸಿ 1] ನಾಗರಾಜ ತಂದೆ ಮಲ್ಲಪ್ಪ ದಿವಟರ ವಯಾ:30 ವರ್ಷ 2] ಬಸನಗೌಡ ತಂದೆ ಮಲ್ಲನಗೌಡ ಕೋಟಗಂಟಿ ವಯಾ:28 ವರ್ಷ ಇವರುಗಳನ್ನು ಪತ್ತೆ ಮಾಡಿ ವಶಕ್ಕೆ ಪಡೆದು ವಿಚಾರಣೆ ಮಾಡಲಾಗಿ ಕಳ್ಳತನ ಮಾಡಿದ್ದನ್ನು ಒಪ್ಪಿಕೊಂಡಿದ್ದು ಇವರಿಂದ ಒಟ್ಟು 10.5 ತೊಲೆಯ (105 ಗ್ರಾಂ) ಬಂಗಾರದ ಆಭರಣಗಳು, ಒಟ್ಟು ಅ.ಕಿ 7,50,000-00 ವಶಪಡಿಸಿಕೊಳ್ಳಲಾಗಿದೆ. ಆರೋಪಿತರನ್ನು ನ್ಯಾಯಾಂಗ ಬಂಧನಕ್ಕೆ ಒಪ್ಪಿಸಲಾಗಿದೆ. ಈ ಪತ್ತೆ ಕಾರ್ಯವನ್ನು ಶ್ಲಾಘಿಸಿ ಪೊಲೀಸ್ ಅಧೀಕ್ಷಕರು ಬಹುಮಾನ ಘೋಷಿಸಿದ್ದಾರೆ.: [740, 498, 929, 584]
- byline: ಬದಲಾವಣೆ ಸುದ್ದಿ: [93, 186, 133, 194]
- email[interactable]: badalavanedailykoppal@gmail.com: [658, 47, 897, 61]
- headline-ksrtc: ಕೆಎಸ್ಆರ್ಟಿಸಿಗೆ ಭಾಗ್ಯದ ಬಾಗಿಲು ತೆರೆದ ವಿಷು: ಬರೋಬ್ಬರಿ ರೂ. 8.57 ಕೋಟಿ ಆದಾಯ!: [22, 464, 174, 490]
- headline-mango: ಮೇ ಮಾಹೆಯಲ್ಲಿ ಮಾವು ಪ್ರದರ್ಶನ ಮತ್ತು ಮಾರಾಟ ಮೇಳ: ಹೆಸರು ನೋಂದಾಯಿಸಲು ರೈತರಿಗೆ ಸೂಚನೆ: [695, 974, 927, 1010]
- body-shape: [376, 1128, 446, 1176]
